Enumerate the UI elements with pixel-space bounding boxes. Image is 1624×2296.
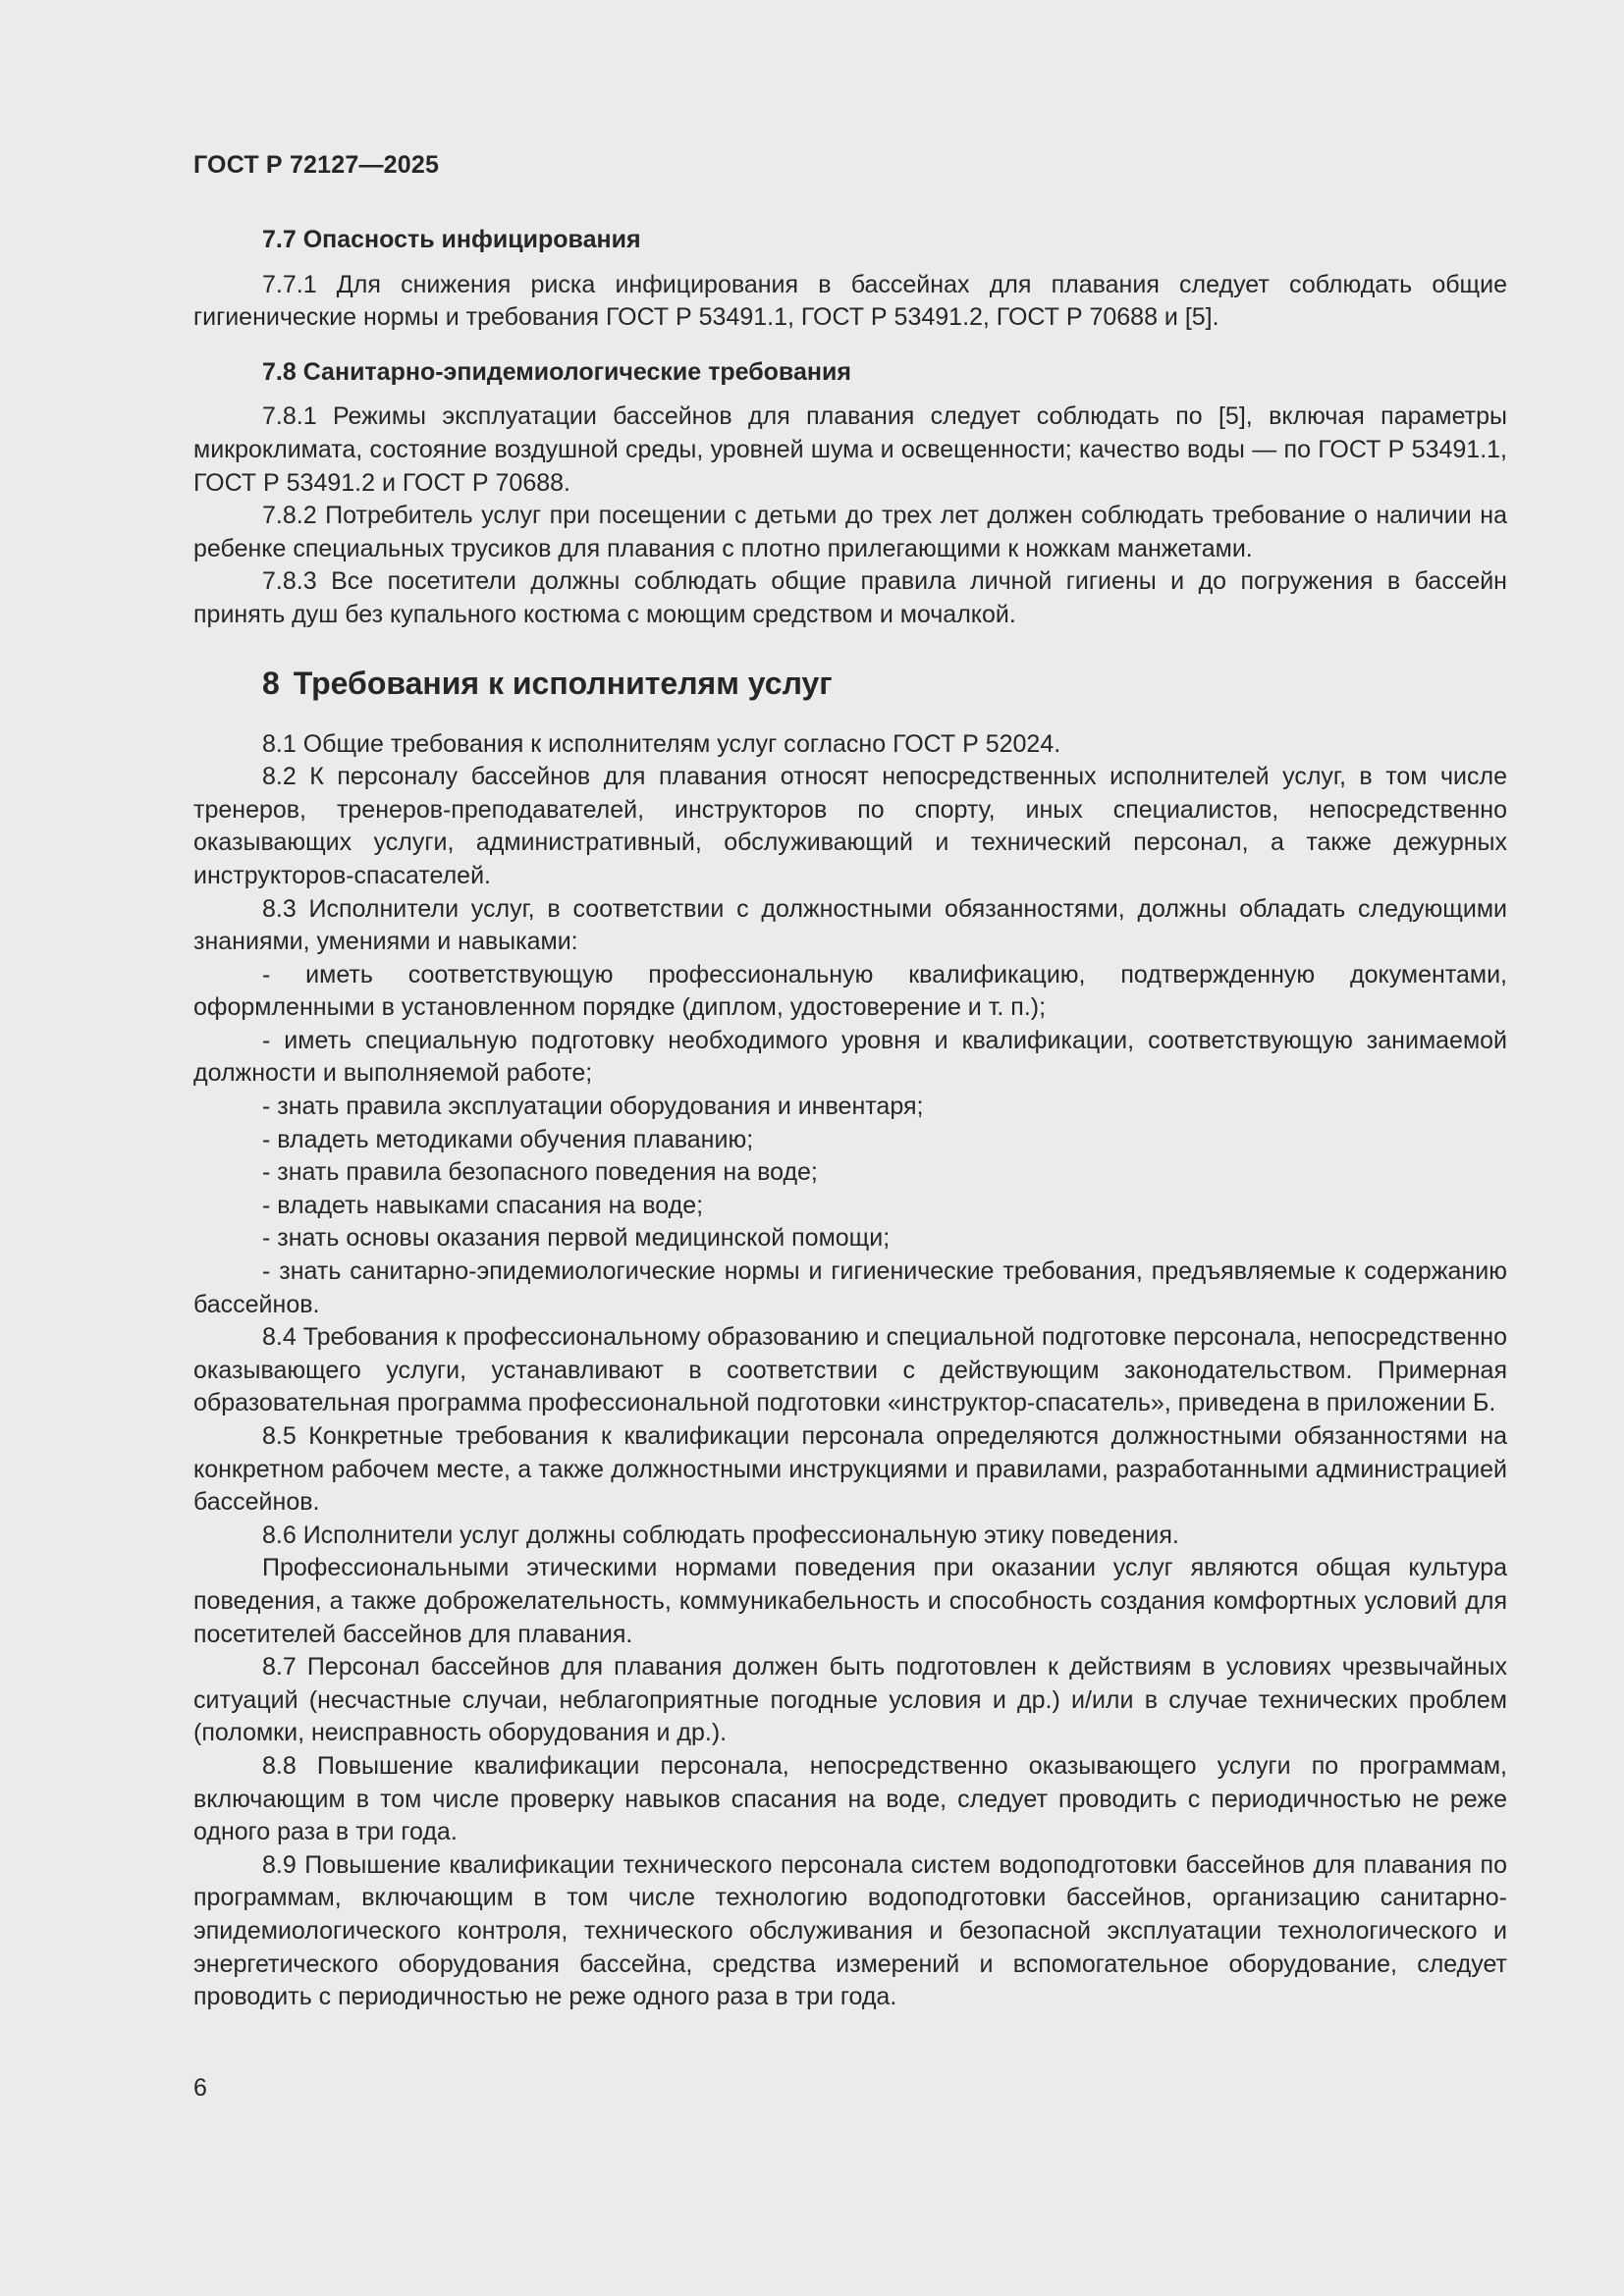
section-number: 8	[262, 665, 280, 701]
document-id: ГОСТ Р 72127—2025	[193, 151, 440, 179]
paragraph-8-2: 8.2 К персоналу бассейнов для плавания относят непосредственных исполнителей услуг, в том числе тренеров, тренеров-преподавателей, инструкторов по спорту, иных специалистов, непосредственно оказывающих услуги, административный, обслуживающий и технический персонал, а также дежурных инструкторов-спасателей.	[193, 763, 1507, 889]
paragraph-8-7: 8.7 Персонал бассейнов для плавания должен быть подготовлен к действиям в условиях чрезвычайных ситуаций (несчастные случаи, неблагоприятные погодные условия и др.) и/или в случае технических проблем (поломки, неисправность оборудования и др.).	[193, 1653, 1507, 1747]
paragraph-8-9: 8.9 Повышение квалификации технического персонала систем водоподготовки бассейнов для плавания по программам, включающим в том числе технологию водоподготовки бассейнов, организацию санитарно-эпидемиологического контроля, технического обслуживания и безопасной эксплуатации технологического и энергетического оборудования бассейна, средства измерений и вспомогательное оборудование, следует проводить с периодичностью не реже одного раза в три года.	[193, 1850, 1507, 2011]
page-number: 6	[193, 2074, 207, 2102]
list-item: - владеть навыками спасания на воде;	[262, 1191, 704, 1219]
section-title-text: Требования к исполнителям услуг	[293, 665, 833, 701]
paragraph-8-6: 8.6 Исполнители услуг должны соблюдать профессиональную этику поведения.	[262, 1521, 1179, 1549]
paragraph-8-5: 8.5 Конкретные требования к квалификации персонала определяются должностными обязанностями на конкретном рабочем месте, а также должностными инструкциями и правилами, разработанными администрацией бассейнов.	[193, 1422, 1507, 1517]
page-content	[193, 224, 1507, 2014]
paragraph-7-7-1: 7.7.1 Для снижения риска инфицирования в бассейнах для плавания следует соблюдать общие гигиенические нормы и требования ГОСТ Р 53491.1, ГОСТ Р 53491.2, ГОСТ Р 70688 и [5].	[193, 270, 1507, 332]
paragraph-8-4: 8.4 Требования к профессиональному образованию и специальной подготовке персонала, непосредственно оказывающего услуги, устанавливают в соответствии с действующим законодательством. Примерная образовательная программа профессиональной подготовки «инструктор-спасатель», приведена в приложении Б.	[193, 1323, 1507, 1417]
paragraph-7-8-2: 7.8.2 Потребитель услуг при посещении с детьми до трех лет должен соблюдать требование о наличии на ребенке специальных трусиков для плавания с плотно прилегающими к ножкам манжетами.	[193, 502, 1507, 562]
list-item: - знать санитарно-эпидемиологические нормы и гигиенические требования, предъявляемые к содержанию бассейнов.	[193, 1257, 1507, 1318]
list-item: - знать основы оказания первой медицинской помощи;	[262, 1224, 891, 1253]
subsection-title-7-8: 7.8 Санитарно-эпидемиологические требования	[262, 357, 851, 386]
paragraph-7-8-3: 7.8.3 Все посетители должны соблюдать общие правила личной гигиены и до погружения в бассейн принять душ без купального костюма с моющим средством и мочалкой.	[193, 567, 1507, 628]
paragraph-8-1: 8.1 Общие требования к исполнителям услуг согласно ГОСТ Р 52024.	[262, 729, 1061, 758]
list-item: - иметь соответствующую профессиональную квалификацию, подтвержденную документами, оформленными в установленном порядке (диплом, удостоверение и т. п.);	[193, 960, 1507, 1022]
list-item: - знать правила эксплуатации оборудования и инвентаря;	[262, 1093, 924, 1121]
section-title-8	[193, 664, 1507, 703]
subsection-title-7-7: 7.7 Опасность инфицирования	[262, 226, 641, 253]
paragraph-8-6-continued: Профессиональными этическими нормами поведения при оказании услуг являются общая культура поведения, а также доброжелательность, коммуникабельность и способность создания комфортных условий для посетителей бассейнов для плавания.	[193, 1554, 1507, 1648]
paragraph-7-8-1: 7.8.1 Режимы эксплуатации бассейнов для плавания следует соблюдать по [5], включая параметры микроклимата, состояние воздушной среды, уровней шума и освещенности; качество воды — по ГОСТ Р 53491.1, ГОСТ Р 53491.2 и ГОСТ Р 70688.	[193, 402, 1507, 497]
list-item: - владеть методиками обучения плаванию;	[262, 1125, 754, 1153]
list-item: - иметь специальную подготовку необходимого уровня и квалификации, соответствующую занимаемой должности и выполняемой работе;	[193, 1026, 1507, 1088]
paragraph-8-8: 8.8 Повышение квалификации персонала, непосредственно оказывающего услуги по программам, включающим в том числе проверку навыков спасания на воде, следует проводить с периодичностью не реже одного раза в три года.	[193, 1751, 1507, 1846]
list-item: - знать правила безопасного поведения на воде;	[262, 1158, 818, 1187]
paragraph-8-3: 8.3 Исполнители услуг, в соответствии с должностными обязанностями, должны обладать следующими знаниями, умениями и навыками:	[193, 894, 1507, 956]
